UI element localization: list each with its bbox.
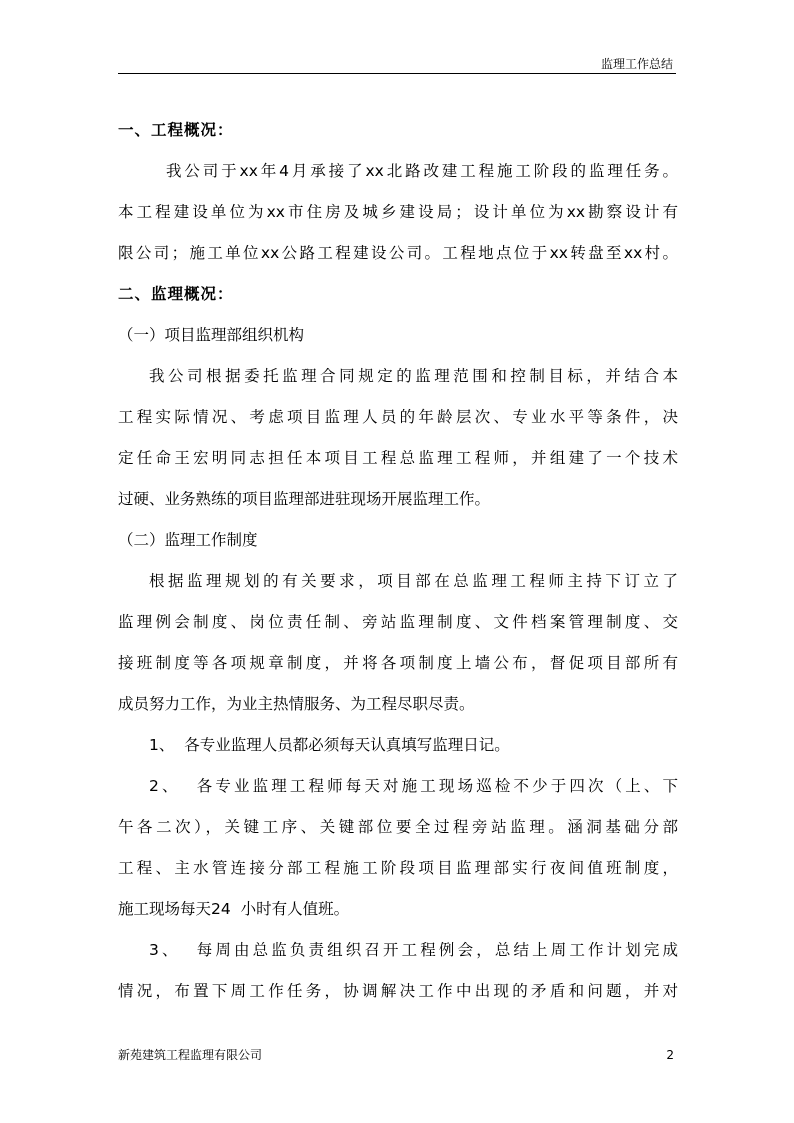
list-item-line: 情况，布置下周工作任务，协调解决工作中出现的矛盾和问题，并对 — [118, 982, 678, 1000]
section-heading-supervision-overview: 二、监理概况： — [118, 285, 234, 303]
footer-company-name: 新苑建筑工程监理有限公司 — [118, 1048, 263, 1062]
list-item-line: 1、 各专业监理人员都必须每天认真填写监理日记。 — [149, 736, 510, 754]
paragraph-line: 接班制度等各项规章制度，并将各项制度上墙公布，督促项目部所有 — [118, 654, 678, 672]
paragraph-line: 工程实际情况、考虑项目监理人员的年龄层次、专业水平等条件，决 — [118, 408, 678, 426]
list-item-line: 午各二次），关键工序、关键部位要全过程旁站监理。涵洞基础分部 — [118, 818, 678, 836]
paragraph-line: 限公司；施工单位xx公路工程建设公司。工程地点位于xx转盘至xx村。 — [118, 244, 678, 262]
list-item-1 — [118, 735, 678, 755]
section-heading-project-overview: 一、工程概况： — [118, 121, 234, 139]
paragraph-line: 我公司根据委托监理合同规定的监理范围和控制目标，并结合本 — [149, 367, 678, 385]
paragraph-work-system — [118, 571, 678, 714]
list-item-2 — [118, 776, 678, 919]
paragraph-organization — [118, 366, 678, 509]
list-item-line: 2、 各专业监理工程师每天对施工现场巡检不少于四次（上、下 — [149, 777, 678, 795]
list-item-line: 3、 每周由总监负责组织召开工程例会，总结上周工作计划完成 — [149, 941, 678, 959]
header-title: 监理工作总结 — [600, 57, 673, 71]
subsection-heading-organization: （一）项目监理部组织机构 — [118, 326, 305, 344]
paragraph-project-overview — [118, 161, 678, 263]
header-divider — [118, 73, 676, 74]
list-item-line: 施工现场每天24 小时有人值班。 — [118, 900, 350, 918]
list-item-3 — [118, 940, 678, 1001]
paragraph-line: 过硬、业务熟练的项目监理部进驻现场开展监理工作。 — [118, 490, 491, 508]
footer-page-number: 2 — [666, 1048, 674, 1062]
list-item-line: 工程、主水管连接分部工程施工阶段项目监理部实行夜间值班制度， — [118, 859, 678, 877]
paragraph-line: 我公司于xx年4月承接了xx北路改建工程施工阶段的监理任务。 — [166, 162, 678, 180]
paragraph-line: 定任命王宏明同志担任本项目工程总监理工程师，并组建了一个技术 — [118, 449, 678, 467]
paragraph-line: 本工程建设单位为xx市住房及城乡建设局；设计单位为xx勘察设计有 — [118, 203, 678, 221]
paragraph-line: 监理例会制度、岗位责任制、旁站监理制度、文件档案管理制度、交 — [118, 613, 678, 631]
paragraph-line: 成员努力工作，为业主热情服务、为工程尽职尽责。 — [118, 695, 475, 713]
document-body — [118, 120, 678, 1022]
paragraph-line: 根据监理规划的有关要求，项目部在总监理工程师主持下订立了 — [149, 572, 678, 590]
subsection-heading-work-system: （二）监理工作制度 — [118, 531, 258, 549]
